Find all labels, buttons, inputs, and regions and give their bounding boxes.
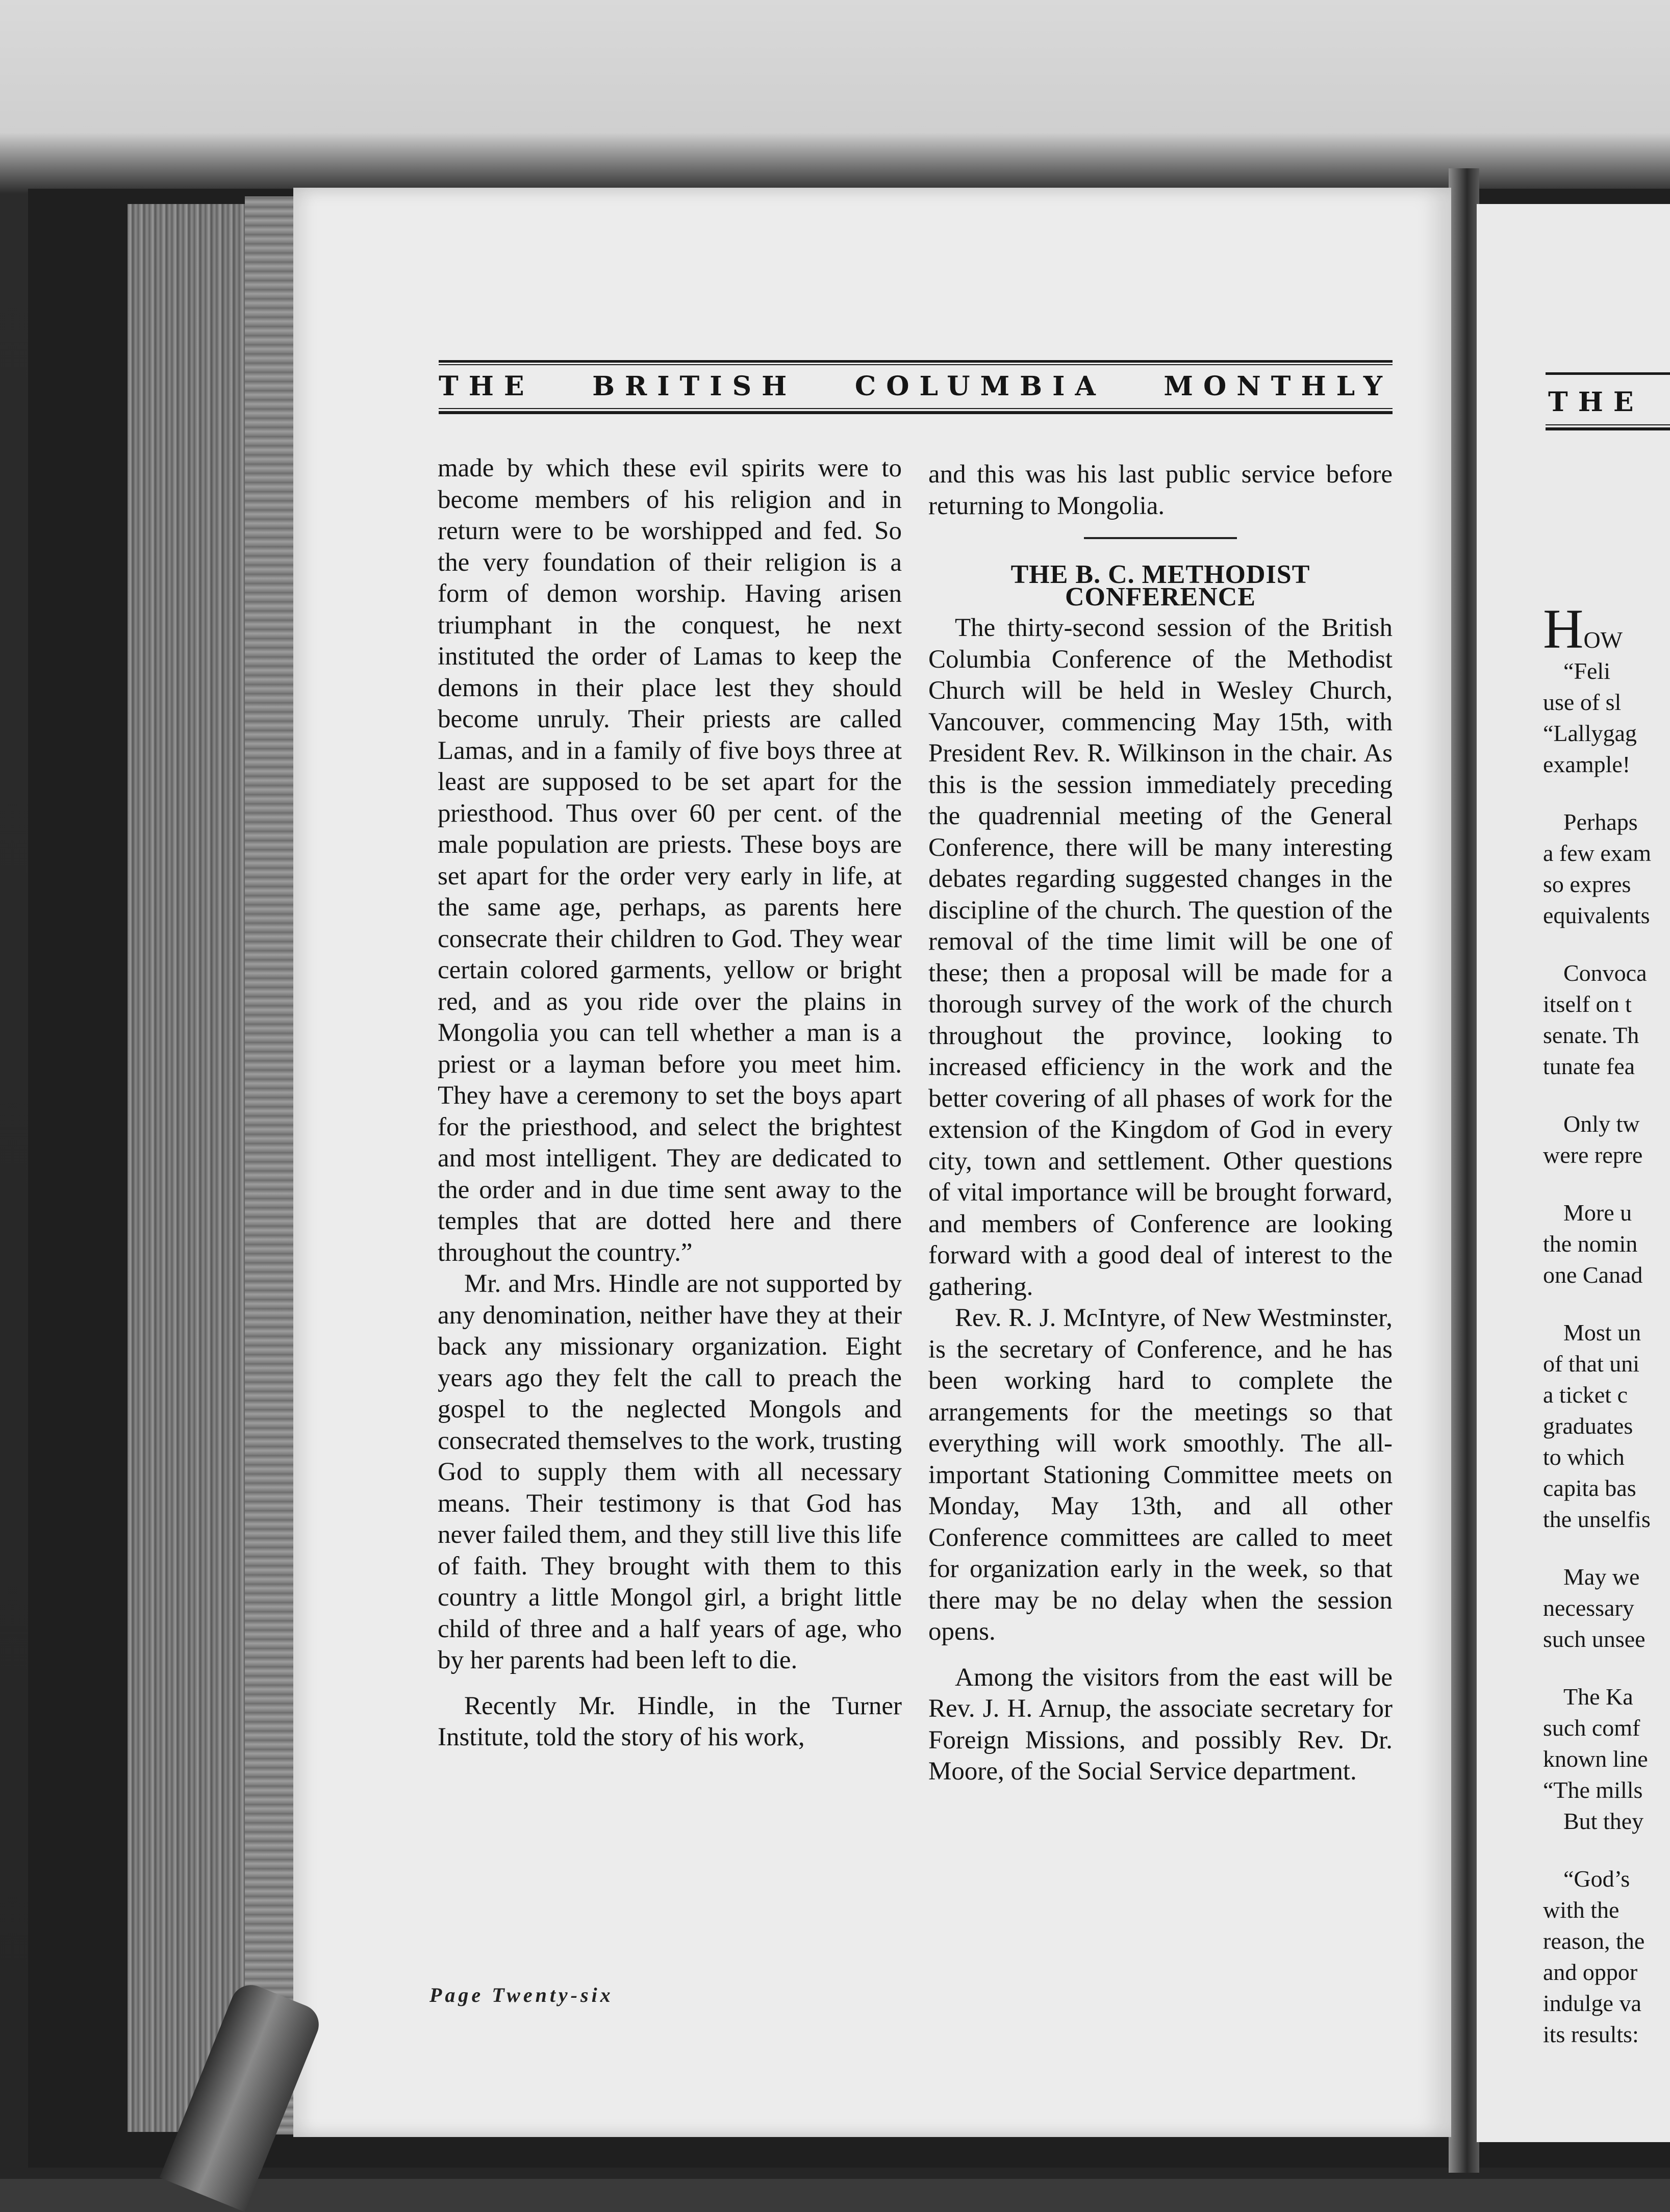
facing-line: “Feli — [1563, 658, 1610, 684]
facing-line: and oppor — [1543, 1959, 1638, 1985]
facing-block — [1543, 957, 1670, 1082]
article-paragraph: Mr. and Mrs. Hindle are not supported by any denomination, neither have they at their back any missionary organization. Eight years ago they felt the call to preach the gospel to the neglected Mongols and consecrated themselves to the work, trusting God to supply them with all necessary means. Their testimony is that God has never failed them, and they still live this life of faith. They brought with them to this country a little Mongol girl, a bright little child of three and a half years of age, who by her parents had been left to die. — [438, 1269, 902, 1674]
facing-line: Convoca — [1563, 960, 1647, 986]
facing-page-text — [1543, 606, 1670, 2076]
facing-line: More u — [1563, 1200, 1632, 1226]
facing-rule-bottom — [1546, 427, 1670, 430]
facing-line: tunate fea — [1543, 1053, 1635, 1079]
facing-block — [1543, 1681, 1670, 1837]
facing-block — [1543, 1197, 1670, 1290]
facing-line: The Ka — [1563, 1684, 1633, 1710]
book-spine-shadow — [1449, 168, 1479, 2173]
facing-block — [1543, 1108, 1670, 1171]
article-paragraph: Rev. R. J. McIntyre, of New Westminster, is the secretary of Conference, and he has been working hard to complete the arrangements for the meetings so that everything will work smoothly. The all-important Stationing Committee meets on Monday, May 13th, and all other Conference committees are called to meet for organization early in the week, so that there may be no delay when the session opens. — [928, 1304, 1393, 1646]
drop-cap: H — [1543, 606, 1584, 660]
facing-line: use of sl — [1543, 689, 1622, 715]
facing-line: with the — [1543, 1897, 1620, 1923]
facing-line: indulge va — [1543, 1990, 1641, 2016]
facing-block — [1543, 1561, 1670, 1655]
facing-line: a few exam — [1543, 840, 1651, 866]
facing-line: example! — [1543, 751, 1631, 777]
facing-line: itself on t — [1543, 991, 1632, 1017]
masthead-word: COLUMBIA — [854, 370, 1106, 402]
facing-line: such unsee — [1543, 1626, 1646, 1652]
article-paragraph: Among the visitors from the east will be Rev. J. H. Arnup, the associate secretary for Foreign Missions, and possibly Rev. Dr. Moore, of the Social Service department. — [928, 1663, 1393, 1786]
masthead-word: MONTHLY — [1163, 370, 1393, 402]
facing-line: one Canad — [1543, 1262, 1643, 1288]
facing-block — [1543, 1317, 1670, 1535]
facing-page-head: THE — [1548, 387, 1644, 418]
right-text-column — [928, 459, 1393, 1788]
page-edge-shadow — [245, 196, 301, 2134]
facing-block — [1543, 806, 1670, 931]
facing-line: senate. Th — [1543, 1022, 1639, 1048]
masthead-rule-top-thin — [439, 364, 1393, 365]
facing-line: OW — [1583, 627, 1623, 653]
facing-line: the nomin — [1543, 1231, 1638, 1257]
facing-line: such comf — [1543, 1715, 1640, 1741]
masthead — [439, 368, 1393, 404]
masthead-rule-bottom — [439, 411, 1393, 414]
facing-line: equivalents — [1543, 902, 1650, 928]
facing-line: capita bas — [1543, 1475, 1636, 1501]
facing-rule-thin — [1546, 424, 1670, 425]
masthead-rule-bottom-thin — [439, 408, 1393, 409]
facing-line: the unselfis — [1543, 1506, 1651, 1532]
facing-line: its results: — [1543, 2021, 1639, 2047]
facing-line: “Lallygag — [1543, 720, 1637, 746]
masthead-word: BRITISH — [592, 370, 797, 402]
facing-line: graduates — [1543, 1413, 1633, 1439]
facing-line: a ticket c — [1543, 1382, 1628, 1408]
masthead-word: THE — [439, 370, 535, 402]
facing-line: reason, the — [1543, 1928, 1645, 1954]
facing-line: necessary — [1543, 1595, 1634, 1621]
facing-line: May we — [1563, 1564, 1640, 1590]
section-divider — [1084, 537, 1237, 539]
section-title-line-2: CONFERENCE — [1065, 582, 1256, 612]
facing-line: Only tw — [1563, 1111, 1640, 1137]
article-paragraph: made by which these evil spirits were to become members of his religion and in return were to be worshipped and fed. So the very foundation of their religion is a form of demon worship. Having arisen triumphant in the conquest, he next instituted the order of Lamas to keep the demons in their place lest they should become unruly. Their priests are called Lamas, and in a family of five boys three at least are supposed to be set apart for the priesthood. Thus over 60 per cent. of the male population are priests. These boys are set apart for the order very early in life, at the same age, perhaps, as parents here consecrate their children to God. They wear certain colored garments, yellow or bright red, and as you ride over the plains in Mongolia you can tell whether a man is a priest or a layman before you meet him. They have a ceremony to set the boys apart for the priesthood, and select the brightest and most intelligent. They are dedicated to the order and in due time sent away to the temples that are dotted here and there throughout the country.” — [438, 454, 902, 1267]
facing-line: of that uni — [1543, 1351, 1640, 1377]
facing-line: so expres — [1543, 871, 1631, 897]
facing-line: were repre — [1543, 1142, 1643, 1168]
facing-line: to which — [1543, 1444, 1625, 1470]
page-number: Page Twenty-six — [429, 1984, 614, 2006]
masthead-rule-top — [439, 360, 1393, 363]
facing-line: Most un — [1563, 1319, 1641, 1345]
article-paragraph: The thirty-second session of the British Columbia Conference of the Methodist Church will be held in Wesley Church, Vancouver, commencing May 15th, with President Rev. R. Wilkinson in the chair. As this is the session immediately preceding the quadrennial meeting of the General Conference, there will be many interesting debates regarding suggested changes in the discipline of the church. The question of the removal of the time limit will be one of these; then a proposal will be made for a thorough survey of the work of the church throughout the province, looking to increased efficiency in the work and the better covering of all phases of work for the extension of the Kingdom of God in every city, town and settlement. Other questions of vital importance will be brought forward, and members of Conference are looking forward with a good deal of interest to the gathering. — [928, 614, 1393, 1301]
section-title: THE B. C. METHODIST — [1010, 560, 1310, 589]
article-paragraph: Recently Mr. Hindle, in the Turner Institute, told the story of his work, — [438, 1691, 902, 1751]
article-continuation: and this was his last public service before returning to Mongolia. — [928, 460, 1393, 520]
facing-line: “God’s — [1563, 1866, 1630, 1892]
facing-line: But they — [1563, 1808, 1644, 1834]
left-text-column — [438, 453, 902, 1753]
facing-block — [1543, 1863, 1670, 2050]
facing-block — [1543, 606, 1670, 780]
facing-line: known line — [1543, 1746, 1648, 1772]
facing-line: “The mills — [1543, 1777, 1643, 1803]
facing-rule-top — [1546, 372, 1670, 375]
facing-line: Perhaps — [1563, 809, 1638, 835]
